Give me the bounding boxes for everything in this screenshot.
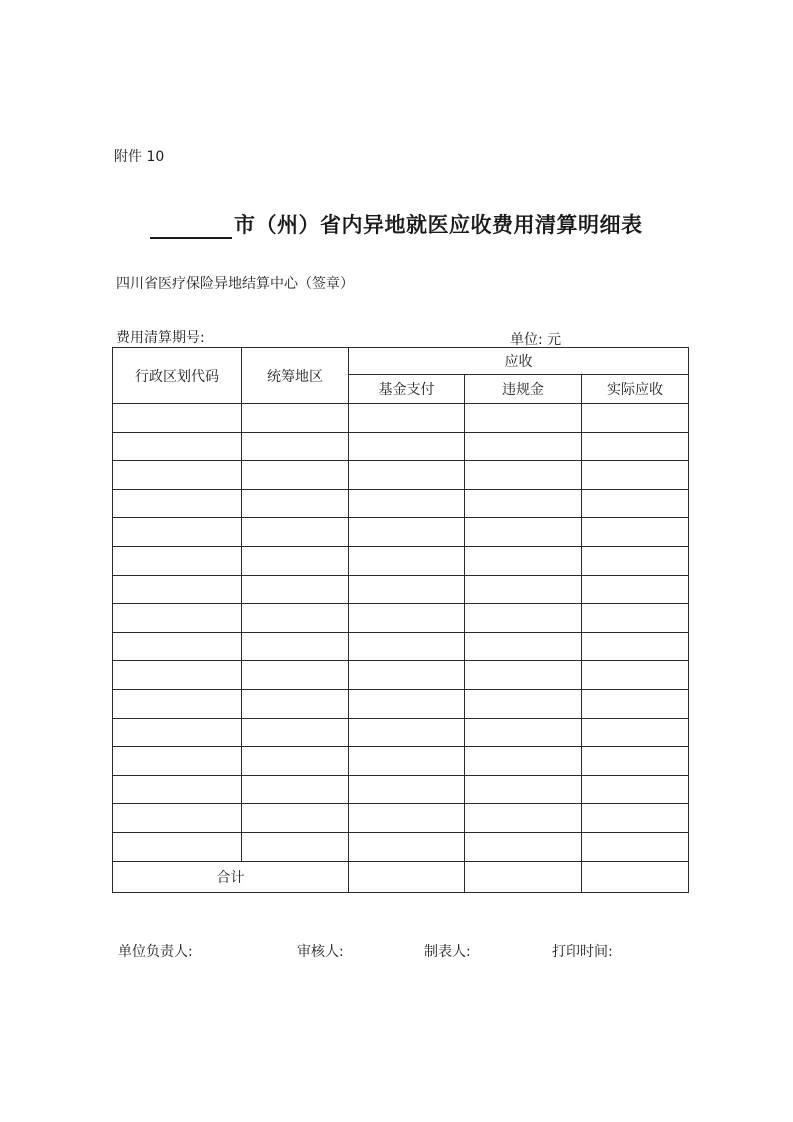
table-cell[interactable] bbox=[465, 404, 582, 433]
table-cell[interactable] bbox=[242, 546, 349, 575]
settlement-period-label: 费用清算期号: bbox=[116, 330, 205, 346]
table-cell[interactable] bbox=[582, 632, 689, 661]
print-time-label: 打印时间: bbox=[552, 944, 613, 960]
table-cell[interactable] bbox=[582, 718, 689, 747]
table-cell[interactable] bbox=[465, 661, 582, 690]
table-cell[interactable] bbox=[465, 804, 582, 833]
table-cell[interactable] bbox=[582, 804, 689, 833]
table-cell[interactable] bbox=[242, 632, 349, 661]
table-cell[interactable] bbox=[113, 832, 242, 861]
table-cell[interactable] bbox=[582, 775, 689, 804]
attachment-label: 附件 10 bbox=[114, 149, 165, 165]
table-cell[interactable] bbox=[349, 546, 465, 575]
table-cell[interactable] bbox=[582, 661, 689, 690]
table-cell[interactable] bbox=[113, 604, 242, 633]
table-cell[interactable] bbox=[465, 546, 582, 575]
table-cell[interactable] bbox=[113, 489, 242, 518]
header-actual-receivable: 实际应收 bbox=[582, 375, 689, 404]
table-row bbox=[113, 518, 689, 547]
unit-label: 单位: 元 bbox=[510, 332, 562, 348]
table-cell[interactable] bbox=[113, 518, 242, 547]
table-row bbox=[113, 575, 689, 604]
table-cell[interactable] bbox=[349, 775, 465, 804]
table-row bbox=[113, 718, 689, 747]
table-cell[interactable] bbox=[349, 661, 465, 690]
table-cell[interactable] bbox=[349, 747, 465, 776]
table-row bbox=[113, 747, 689, 776]
table-cell[interactable] bbox=[242, 404, 349, 433]
table-row bbox=[113, 432, 689, 461]
table-row bbox=[113, 661, 689, 690]
table-row bbox=[113, 489, 689, 518]
table-row bbox=[113, 775, 689, 804]
table-row bbox=[113, 546, 689, 575]
header-penalty: 违规金 bbox=[465, 375, 582, 404]
table-cell[interactable] bbox=[242, 775, 349, 804]
table-cell[interactable] bbox=[465, 461, 582, 490]
table-cell[interactable] bbox=[582, 461, 689, 490]
table-cell[interactable] bbox=[113, 432, 242, 461]
total-fund-cell[interactable] bbox=[349, 861, 465, 892]
table-cell[interactable] bbox=[113, 461, 242, 490]
table-cell[interactable] bbox=[242, 832, 349, 861]
table-row bbox=[113, 404, 689, 433]
header-region: 统筹地区 bbox=[242, 348, 349, 404]
table-cell[interactable] bbox=[465, 575, 582, 604]
preparer-label: 制表人: bbox=[424, 944, 471, 960]
table-cell[interactable] bbox=[582, 489, 689, 518]
total-penalty-cell[interactable] bbox=[465, 861, 582, 892]
table-row bbox=[113, 689, 689, 718]
table-cell[interactable] bbox=[242, 461, 349, 490]
table-cell[interactable] bbox=[465, 689, 582, 718]
table-cell[interactable] bbox=[582, 432, 689, 461]
detail-table bbox=[112, 347, 689, 893]
table-cell[interactable] bbox=[582, 546, 689, 575]
table-cell[interactable] bbox=[349, 432, 465, 461]
table-cell[interactable] bbox=[113, 718, 242, 747]
total-actual-cell[interactable] bbox=[582, 861, 689, 892]
table-cell[interactable] bbox=[113, 747, 242, 776]
table-cell[interactable] bbox=[113, 575, 242, 604]
total-label: 合计 bbox=[113, 861, 349, 892]
table-cell[interactable] bbox=[242, 604, 349, 633]
table-cell[interactable] bbox=[242, 747, 349, 776]
table-row bbox=[113, 804, 689, 833]
table-cell[interactable] bbox=[349, 804, 465, 833]
table-cell[interactable] bbox=[582, 404, 689, 433]
table-cell[interactable] bbox=[465, 518, 582, 547]
responsible-person-label: 单位负责人: bbox=[118, 944, 193, 960]
table-cell[interactable] bbox=[465, 632, 582, 661]
table-cell[interactable] bbox=[242, 432, 349, 461]
table-cell[interactable] bbox=[242, 689, 349, 718]
table-cell[interactable] bbox=[582, 832, 689, 861]
table-cell[interactable] bbox=[242, 518, 349, 547]
title-text: 市（州）省内异地就医应收费用清算明细表 bbox=[234, 213, 643, 237]
table-cell[interactable] bbox=[113, 404, 242, 433]
table-cell[interactable] bbox=[349, 718, 465, 747]
table-cell[interactable] bbox=[582, 604, 689, 633]
header-admin-code: 行政区划代码 bbox=[113, 348, 242, 404]
table-row bbox=[113, 832, 689, 861]
header-receivable-group: 应收 bbox=[349, 348, 689, 375]
table-cell[interactable] bbox=[349, 575, 465, 604]
table-cell[interactable] bbox=[582, 747, 689, 776]
table-cell[interactable] bbox=[349, 689, 465, 718]
table-cell[interactable] bbox=[242, 661, 349, 690]
table-cell[interactable] bbox=[349, 832, 465, 861]
table-cell[interactable] bbox=[465, 775, 582, 804]
table-cell[interactable] bbox=[465, 832, 582, 861]
table-row bbox=[113, 632, 689, 661]
table-cell[interactable] bbox=[582, 518, 689, 547]
header-fund-payment: 基金支付 bbox=[349, 375, 465, 404]
table-cell[interactable] bbox=[113, 546, 242, 575]
table-cell[interactable] bbox=[113, 804, 242, 833]
table-cell[interactable] bbox=[113, 632, 242, 661]
table-cell[interactable] bbox=[465, 604, 582, 633]
table-cell[interactable] bbox=[349, 461, 465, 490]
table-cell[interactable] bbox=[582, 689, 689, 718]
table-cell[interactable] bbox=[582, 575, 689, 604]
table-cell[interactable] bbox=[113, 689, 242, 718]
table-cell[interactable] bbox=[242, 804, 349, 833]
table-cell[interactable] bbox=[242, 489, 349, 518]
table-cell[interactable] bbox=[242, 575, 349, 604]
table-cell[interactable] bbox=[465, 747, 582, 776]
table-cell[interactable] bbox=[349, 632, 465, 661]
table-cell[interactable] bbox=[349, 489, 465, 518]
table-cell[interactable] bbox=[349, 604, 465, 633]
table-cell[interactable] bbox=[113, 661, 242, 690]
table-cell[interactable] bbox=[349, 518, 465, 547]
total-row bbox=[113, 861, 689, 892]
table-cell[interactable] bbox=[465, 718, 582, 747]
table-row bbox=[113, 604, 689, 633]
table-cell[interactable] bbox=[113, 775, 242, 804]
table-cell[interactable] bbox=[349, 404, 465, 433]
city-blank-line bbox=[150, 219, 232, 239]
table-row bbox=[113, 461, 689, 490]
table-cell[interactable] bbox=[465, 432, 582, 461]
reviewer-label: 审核人: bbox=[297, 944, 344, 960]
document-title bbox=[150, 209, 643, 239]
table-cell[interactable] bbox=[242, 718, 349, 747]
table-cell[interactable] bbox=[465, 489, 582, 518]
organization-line: 四川省医疗保险异地结算中心（签章） bbox=[116, 276, 354, 292]
